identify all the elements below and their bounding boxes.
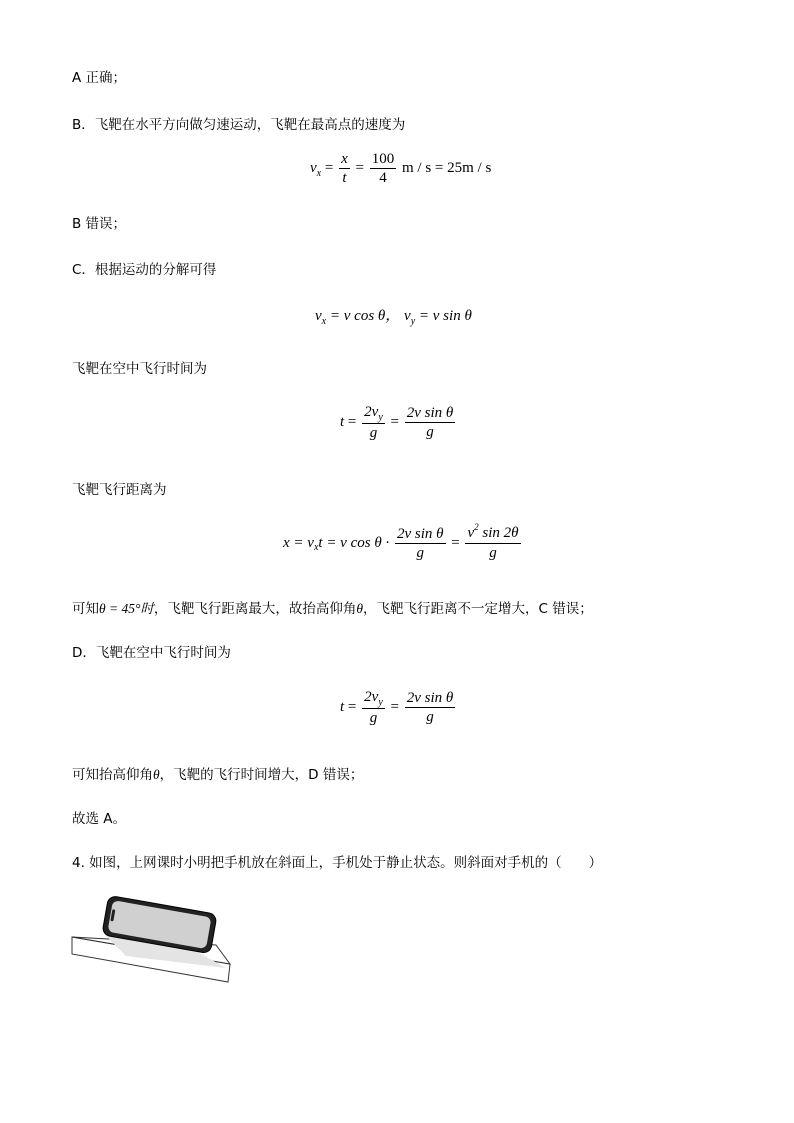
option-b-wrong: B 错误；: [72, 216, 127, 232]
equation-velocity-components: $v_x = v$ cos θ， $v_y = v$ sin θ: [315, 308, 472, 327]
equation-flight-time-c: t = $\frac{2v_y}{g}$ = $\frac{\text{2v sin θ}}{g}$: [340, 404, 454, 441]
question-4: 4. 如图，上网课时小明把手机放在斜面上，手机处于静止状态。则斜面对手机的（ ）: [72, 855, 603, 871]
option-d-intro: D．飞靶在空中飞行时间为: [72, 645, 231, 661]
option-c-distance-intro: 飞靶飞行距离为: [72, 482, 167, 498]
option-c-intro: C．根据运动的分解可得: [72, 262, 217, 278]
phone-on-incline-figure: [66, 892, 246, 992]
final-answer: 故选 A。: [72, 811, 127, 827]
equation-flight-time-d: t = $\frac{2v_y}{g}$ = $\frac{\text{2v sin θ}}{g}$: [340, 689, 454, 726]
equation-vx-speed: $v_x$ = $\frac{x}{t}$ = $\frac{100}{4}$ m / s = 25m / s: [310, 151, 492, 186]
answer-a-correct: A 正确；: [72, 70, 127, 86]
equation-flight-distance: $x = v_xt = v$ cos θ · $\frac{\text{2v sin θ}}{g}$ = $\frac{v^2 \sin 2\theta}{g}$: [283, 522, 519, 561]
option-c-conclusion: 可知θ = 45°时，飞靶飞行距离最大，故抬高仰角θ，飞靶飞行距离不一定增大，C 错误；: [72, 601, 593, 617]
option-b-intro: B．飞靶在水平方向做匀速运动，飞靶在最高点的速度为: [72, 117, 406, 133]
option-d-conclusion: 可知抬高仰角θ，飞靶的飞行时间增大，D 错误；: [72, 767, 364, 783]
option-c-time-intro: 飞靶在空中飞行时间为: [72, 361, 207, 377]
